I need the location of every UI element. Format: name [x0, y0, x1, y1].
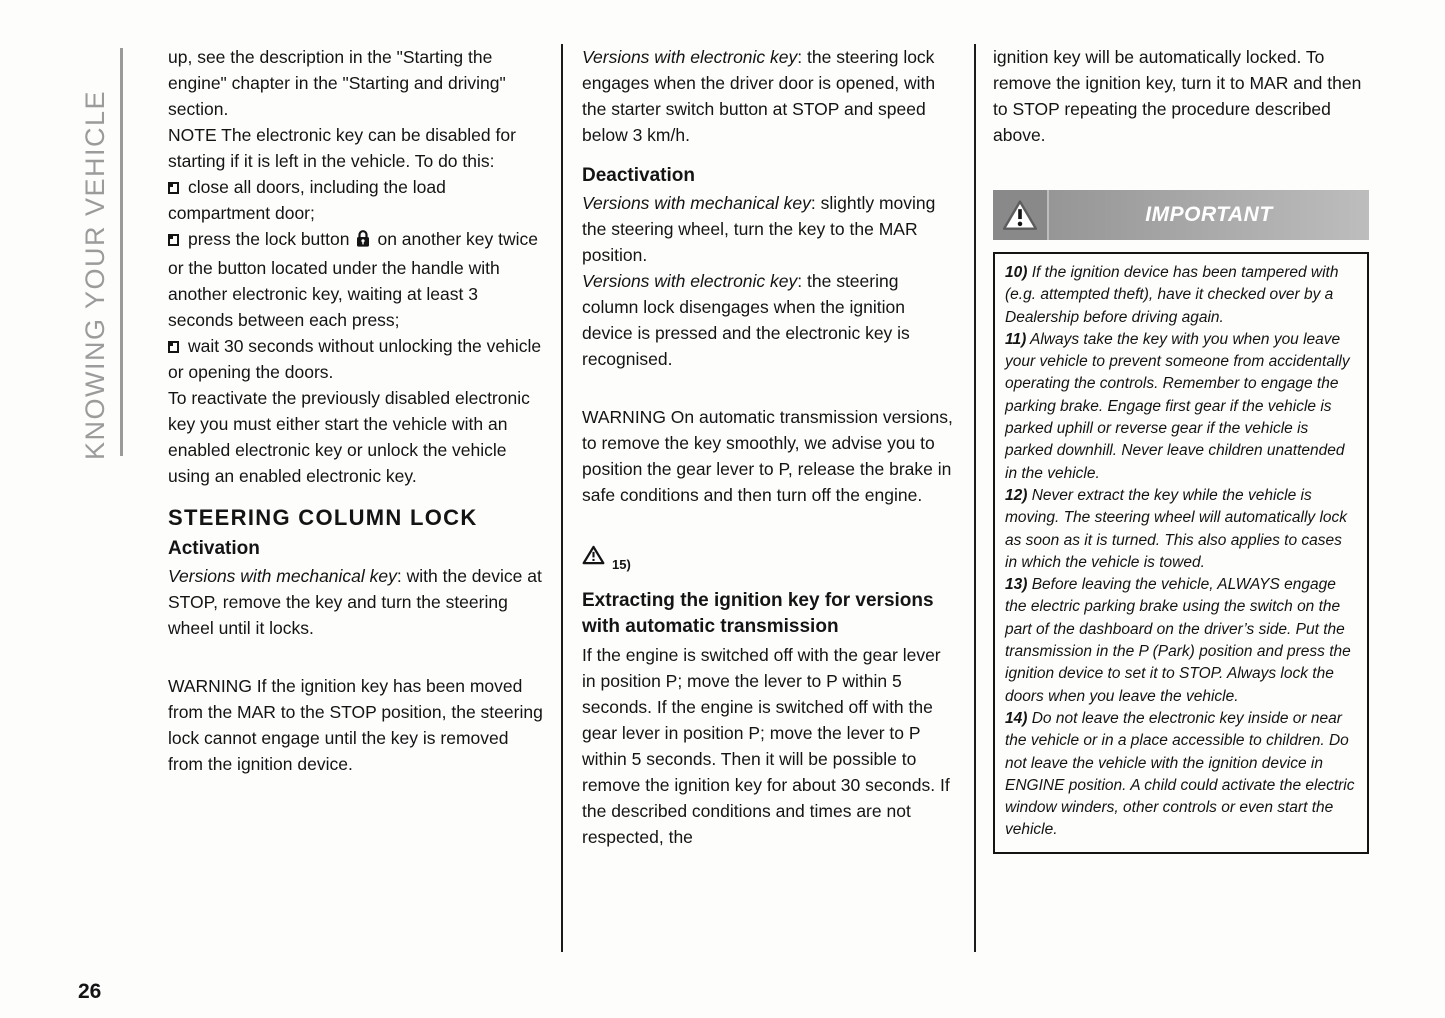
paragraph — [582, 268, 954, 372]
note-text: Do not leave the electronic key inside or near the vehicle or in a place accessible to children. Do not leave the vehicle with the ignition device in ENGINE position. A child could activate the electric window winders, other controls or even start the vehicle. — [1005, 709, 1355, 839]
warning-reference-number: 15) — [612, 557, 631, 572]
subsection-heading: Activation — [168, 538, 260, 559]
variant-lead: Versions with electronic key — [582, 271, 798, 291]
square-bullet-icon — [168, 341, 179, 353]
warning-triangle-icon — [993, 190, 1049, 240]
note-item — [1005, 708, 1357, 842]
bullet-item — [168, 174, 544, 226]
column-3 — [993, 44, 1369, 854]
paragraph-text: : the steering column lock disengages when the ignition device is pressed and the electronic key is recognised. — [582, 271, 910, 369]
column-2 — [582, 44, 954, 850]
important-title: IMPORTANT — [1145, 203, 1273, 226]
note-number: 13) — [1005, 576, 1028, 594]
paragraph-text: : slightly moving the steering wheel, turn the key to the MAR position. — [582, 193, 936, 265]
bullet-text: close all doors, including the load compartment door; — [168, 177, 446, 223]
sidebar-rule — [120, 48, 123, 456]
note-number: 10) — [1005, 264, 1028, 281]
note-text: Always take the key with you when you leave your vehicle to prevent someone from accidentally operating the controls. Remember to engage the parking brake. Engage first gear if the vehicle is parked uphill or reverse gear if the vehicle is parked downhill. Never leave children unattended in the vehicle. — [1005, 330, 1350, 482]
note-number: 11) — [1005, 330, 1027, 348]
paragraph — [582, 190, 954, 268]
variant-lead: Versions with mechanical key — [168, 566, 397, 586]
note-item — [1005, 574, 1357, 708]
paragraph-text: : with the device at STOP, remove the key and turn the steering wheel until it locks. — [168, 566, 542, 638]
bullet-item — [168, 333, 544, 385]
column-divider-2 — [974, 44, 976, 952]
column-1 — [168, 44, 544, 777]
note-number: 12) — [1005, 486, 1028, 504]
warning-paragraph: WARNING On automatic transmission versions, to remove the key smoothly, we advise you to position the gear lever to P, release the brake in safe conditions and then turn off the engine. — [582, 407, 953, 505]
note-text: Never extract the key while the vehicle is moving. The steering wheel will automatically lock as soon as it is turned. This also applies to cases in which the vehicle is towed. — [1005, 486, 1348, 571]
paragraph-text: : the steering lock engages when the driver door is opened, with the starter switch button at STOP and speed below 3 km/h. — [582, 47, 936, 145]
warning-reference — [582, 548, 954, 572]
note-item — [1005, 485, 1357, 574]
important-banner — [993, 190, 1369, 240]
warning-paragraph: WARNING If the ignition key has been moved from the MAR to the STOP position, the steering lock cannot engage until the key is removed from the ignition device. — [168, 676, 543, 774]
square-bullet-icon — [168, 182, 179, 194]
chapter-title-vertical: KNOWING YOUR VEHICLE — [80, 89, 110, 460]
page-number: 26 — [78, 980, 102, 1003]
note-number: 14) — [1005, 709, 1028, 727]
paragraph: ignition key will be automatically locked. To remove the ignition key, turn it to MAR and then to STOP repeating the procedure described above. — [993, 47, 1362, 145]
bullet-text: press the lock button — [188, 229, 350, 249]
note-item — [1005, 329, 1357, 485]
paragraph — [168, 563, 544, 641]
paragraph: If the engine is switched off with the gear lever in position P; move the lever to P within 5 seconds. If the engine is switched off with the gear lever in position P; move the lever to P within 5 seconds. Then it will be possible to remove the ignition key for about 30 seconds. If the described conditions and times are not respected, the — [582, 645, 950, 847]
bullet-text: wait 30 seconds without unlocking the vehicle or opening the doors. — [168, 336, 542, 382]
note-item — [1005, 262, 1357, 329]
paragraph — [582, 44, 954, 148]
column-divider-1 — [561, 44, 563, 952]
bullet-item — [168, 226, 544, 333]
section-heading: STEERING COLUMN LOCK — [168, 505, 478, 530]
paragraph: up, see the description in the "Starting the engine" chapter in the "Starting and driving" section. — [168, 47, 506, 119]
subsection-heading: Extracting the ignition key for versions with automatic transmission — [582, 590, 934, 637]
variant-lead: Versions with mechanical key — [582, 193, 811, 213]
note-text: If the ignition device has been tampered with (e.g. attempted theft), have it checked over by a Dealership before driving again. — [1005, 264, 1339, 326]
paragraph: NOTE The electronic key can be disabled for starting if it is left in the vehicle. To do this: — [168, 125, 516, 171]
important-notes-box — [993, 252, 1369, 854]
warning-triangle-icon — [582, 545, 605, 572]
variant-lead: Versions with electronic key — [582, 47, 798, 67]
square-bullet-icon — [168, 234, 179, 246]
bullet-text: on another key twice or the button located under the handle with another electronic key, waiting at least 3 seconds between each press; — [168, 229, 538, 330]
padlock-icon — [355, 229, 371, 255]
subsection-heading: Deactivation — [582, 165, 695, 186]
paragraph: To reactivate the previously disabled electronic key you must either start the vehicle with an enabled electronic key or unlock the vehicle using an enabled electronic key. — [168, 388, 530, 486]
note-text: Before leaving the vehicle, ALWAYS engage the electric parking brake using the switch on the part of the dashboard on the driver’s side. Put the transmission in the P (Park) position and press the ignition device to set it to STOP. Always lock the doors when you leave the vehicle. — [1005, 576, 1351, 705]
